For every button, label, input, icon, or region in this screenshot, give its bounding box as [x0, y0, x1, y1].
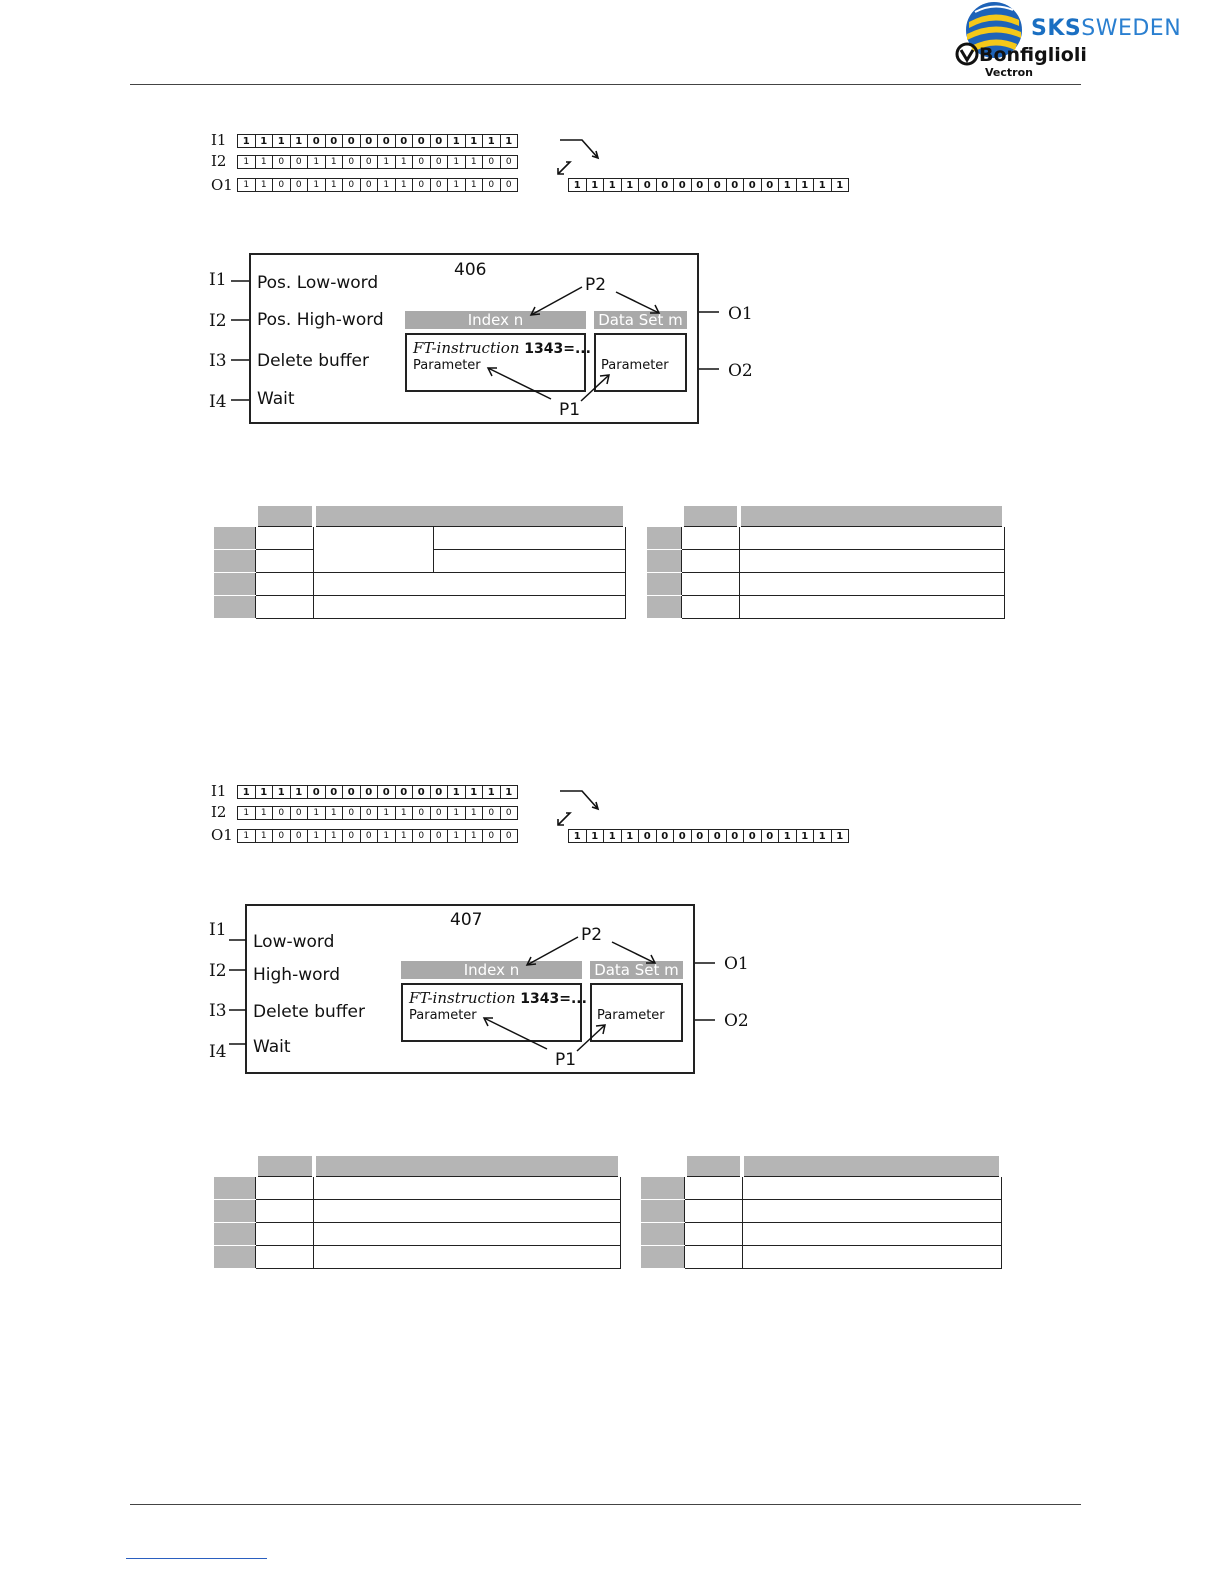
bit-cell: 1: [377, 829, 396, 843]
bit-cell: 1: [325, 806, 344, 820]
bit-shift-arrows-icon: [552, 136, 612, 181]
bit-cell: 1: [290, 785, 309, 799]
bit-cell: 1: [272, 785, 291, 799]
bit-cell: 0: [430, 155, 449, 169]
input-delete-buffer-label-2: Delete buffer: [253, 1002, 365, 1022]
bit-cell: 1: [465, 178, 484, 192]
bit-cell: 0: [412, 134, 431, 148]
bit-cell: 1: [307, 829, 326, 843]
bit-cell: 0: [290, 806, 309, 820]
bit-cell: 0: [430, 785, 449, 799]
bit-cell: 1: [272, 134, 291, 148]
bit-label-i2: I2: [211, 152, 227, 170]
bit-cell: 1: [447, 155, 466, 169]
block-number: 406: [454, 260, 487, 280]
bit-cell: 1: [586, 178, 605, 192]
bit-cell: 0: [761, 829, 780, 843]
bit-label-i1: I1: [211, 131, 227, 149]
bit-cell: 0: [412, 829, 431, 843]
input-high-word-label: Pos. High-word: [257, 310, 384, 330]
bit-cell: 0: [342, 806, 361, 820]
bit-cell: 0: [656, 829, 675, 843]
bit-cell: 1: [325, 178, 344, 192]
bit-cell: 1: [395, 155, 414, 169]
bit-cell: 0: [342, 155, 361, 169]
footer-rule: [130, 1504, 1081, 1505]
bit-cell: 1: [482, 134, 501, 148]
bit-cell: 0: [430, 829, 449, 843]
input-wait-label: Wait: [257, 389, 295, 409]
bit-cell: 1: [621, 829, 640, 843]
input-delete-buffer-label: Delete buffer: [257, 351, 369, 371]
bit-cell: 0: [360, 785, 379, 799]
bit-cell: 0: [691, 829, 710, 843]
bit-cell: 1: [237, 178, 256, 192]
bit-cell: 1: [447, 178, 466, 192]
param-right-label-2: Parameter: [597, 1008, 665, 1023]
bit-cell: 1: [447, 806, 466, 820]
bit-cell: 1: [255, 829, 274, 843]
bit-cell: 0: [656, 178, 675, 192]
bit-cell: 0: [325, 134, 344, 148]
bit-cell: 0: [360, 178, 379, 192]
bit-cell: 0: [342, 134, 361, 148]
bit-cell: 0: [412, 806, 431, 820]
output-lines-icon: [699, 305, 721, 375]
pin-i4-2: I4: [209, 1042, 227, 1062]
bit-cell: 0: [726, 178, 745, 192]
bit-cell: 1: [237, 829, 256, 843]
bit-label-o1: O1: [211, 176, 233, 194]
bit-label-o1-2: O1: [211, 826, 233, 844]
parameter-arrows-icon-2: [247, 906, 693, 1072]
bit-cell: 1: [465, 785, 484, 799]
bit-cell: 1: [796, 829, 815, 843]
bit-cell: 1: [395, 178, 414, 192]
index-header: Index n: [405, 311, 586, 329]
bit-cell: 1: [395, 829, 414, 843]
pin-i1-2: I1: [209, 920, 227, 940]
bit-cell: 0: [342, 785, 361, 799]
bit-label-i1-2: I1: [211, 782, 227, 800]
bit-cell: 1: [796, 178, 815, 192]
bit-cell: 1: [237, 806, 256, 820]
bit-cell: 0: [482, 806, 501, 820]
bit-cell: 0: [360, 806, 379, 820]
bit-cell: 0: [430, 178, 449, 192]
bit-row-i1-2: [238, 785, 518, 799]
logo-division-text: Vectron: [985, 66, 1033, 79]
bit-cell: 0: [395, 134, 414, 148]
bit-cell: 1: [255, 785, 274, 799]
bit-cell: 1: [307, 806, 326, 820]
logo-company-text: Bonfiglioli: [979, 44, 1087, 66]
pin-i3: I3: [209, 351, 227, 371]
param-right-label: Parameter: [601, 358, 669, 373]
bit-cell: 0: [290, 178, 309, 192]
bit-cell: 1: [255, 134, 274, 148]
bit-cell: 0: [430, 134, 449, 148]
bit-cell: 1: [377, 178, 396, 192]
bit-cell: 0: [482, 178, 501, 192]
bit-cell: 0: [743, 178, 762, 192]
logo-sks-text: SKSSWEDEN: [1031, 16, 1182, 41]
bit-cell: 1: [500, 134, 519, 148]
bit-cell: 0: [673, 829, 692, 843]
parameter-arrows-icon: [251, 255, 697, 422]
bit-cell: 1: [290, 134, 309, 148]
pin-o1-2: O1: [724, 954, 749, 974]
bit-cell: 0: [430, 806, 449, 820]
block-number-2: 407: [450, 910, 483, 930]
bit-cell: 1: [255, 155, 274, 169]
bit-shift-arrows-icon-2: [552, 787, 612, 832]
bit-row-o1-high-2: [238, 829, 518, 843]
parameter-table-2-right: [641, 1156, 1003, 1269]
bit-cell: 0: [412, 178, 431, 192]
parameter-table-1-right: [647, 506, 1006, 619]
input-low-word-label-2: Low-word: [253, 932, 335, 952]
bit-cell: 0: [691, 178, 710, 192]
bit-cell: 0: [726, 829, 745, 843]
bit-row-o1-high: [238, 178, 518, 192]
bit-cell: 1: [307, 178, 326, 192]
function-block-406: [249, 253, 699, 424]
bit-cell: 0: [272, 155, 291, 169]
pin-o2-2: O2: [724, 1011, 749, 1031]
ft-instruction: FT-instruction 1343=...: [413, 339, 591, 357]
bit-cell: 1: [447, 829, 466, 843]
bit-cell: 1: [482, 785, 501, 799]
p1-label-2: P1: [555, 1050, 577, 1070]
bit-cell: 1: [465, 806, 484, 820]
bit-cell: 1: [237, 785, 256, 799]
index-header-2: Index n: [401, 961, 582, 979]
bit-cell: 0: [412, 785, 431, 799]
bit-cell: 0: [307, 134, 326, 148]
bit-cell: 1: [465, 155, 484, 169]
bit-cell: 0: [272, 806, 291, 820]
bit-cell: 0: [360, 134, 379, 148]
bit-cell: 0: [708, 829, 727, 843]
bit-cell: 0: [360, 155, 379, 169]
bit-cell: 0: [482, 829, 501, 843]
parameter-table-2-left: [214, 1156, 622, 1269]
parameter-table-1-left: [214, 506, 627, 619]
bit-label-i2-2: I2: [211, 803, 227, 821]
bit-cell: 1: [813, 829, 832, 843]
input-high-word-label-2: High-word: [253, 965, 340, 985]
bit-cell: 0: [482, 155, 501, 169]
pin-i2: I2: [209, 311, 227, 331]
bit-cell: 1: [377, 806, 396, 820]
input-lines-icon: [228, 270, 250, 410]
bit-cell: 0: [638, 178, 657, 192]
bit-row-i1: [238, 134, 518, 148]
footer-link-underline: [126, 1558, 267, 1559]
bit-cell: 1: [465, 134, 484, 148]
output-lines-icon-2: [695, 956, 717, 1026]
bit-cell: 0: [342, 829, 361, 843]
pin-i2-2: I2: [209, 961, 227, 981]
bit-cell: 1: [307, 155, 326, 169]
bit-cell: 0: [500, 806, 519, 820]
dataset-header: Data Set m: [594, 311, 687, 329]
bit-cell: 1: [377, 155, 396, 169]
bit-cell: 1: [465, 829, 484, 843]
bit-cell: 1: [325, 829, 344, 843]
bit-cell: 0: [272, 829, 291, 843]
bit-cell: 1: [395, 806, 414, 820]
bit-cell: 0: [761, 178, 780, 192]
p1-label: P1: [559, 400, 581, 420]
bit-cell: 1: [586, 829, 605, 843]
bit-cell: 0: [638, 829, 657, 843]
bonfiglioli-mark-icon: [955, 42, 979, 66]
bit-cell: 1: [255, 806, 274, 820]
bit-cell: 0: [500, 178, 519, 192]
param-left-label: Parameter: [413, 358, 481, 373]
bit-cell: 0: [290, 829, 309, 843]
pin-o2: O2: [728, 361, 753, 381]
bit-cell: 0: [412, 155, 431, 169]
input-wait-label-2: Wait: [253, 1037, 291, 1057]
bit-row-i2: [238, 155, 518, 169]
dataset-header-2: Data Set m: [590, 961, 683, 979]
pin-o1: O1: [728, 304, 753, 324]
bit-cell: 1: [778, 829, 797, 843]
input-lines-icon-2: [226, 920, 248, 1060]
bit-cell: 1: [447, 785, 466, 799]
bit-cell: 0: [272, 178, 291, 192]
bit-cell: 0: [307, 785, 326, 799]
bit-cell: 0: [743, 829, 762, 843]
bit-cell: 0: [673, 178, 692, 192]
pin-i1: I1: [209, 270, 227, 290]
bit-cell: 1: [621, 178, 640, 192]
function-block-407: [245, 904, 695, 1074]
bit-cell: 1: [237, 134, 256, 148]
bit-cell: 1: [568, 178, 587, 192]
bit-cell: 1: [778, 178, 797, 192]
bit-cell: 0: [500, 155, 519, 169]
bit-cell: 1: [568, 829, 587, 843]
bit-cell: 1: [255, 178, 274, 192]
p2-label-2: P2: [581, 925, 603, 945]
bit-cell: 1: [603, 178, 622, 192]
param-left-label-2: Parameter: [409, 1008, 477, 1023]
bit-row-i2-2: [238, 806, 518, 820]
bit-cell: 0: [395, 785, 414, 799]
p2-label: P2: [585, 275, 607, 295]
bit-cell: 1: [500, 785, 519, 799]
bit-cell: 0: [377, 134, 396, 148]
bit-cell: 0: [290, 155, 309, 169]
header-rule: [130, 84, 1081, 85]
bit-cell: 0: [500, 829, 519, 843]
bit-cell: 1: [447, 134, 466, 148]
bit-cell: 0: [325, 785, 344, 799]
bit-cell: 0: [377, 785, 396, 799]
bit-cell: 1: [831, 178, 850, 192]
pin-i3-2: I3: [209, 1001, 227, 1021]
bit-cell: 1: [831, 829, 850, 843]
bit-cell: 0: [342, 178, 361, 192]
bit-cell: 1: [237, 155, 256, 169]
bit-cell: 1: [603, 829, 622, 843]
input-low-word-label: Pos. Low-word: [257, 273, 379, 293]
company-logo: [955, 0, 1182, 82]
bit-cell: 1: [325, 155, 344, 169]
bit-cell: 1: [813, 178, 832, 192]
bit-cell: 0: [708, 178, 727, 192]
ft-instruction-2: FT-instruction 1343=...: [409, 989, 587, 1007]
bit-cell: 0: [360, 829, 379, 843]
pin-i4: I4: [209, 392, 227, 412]
